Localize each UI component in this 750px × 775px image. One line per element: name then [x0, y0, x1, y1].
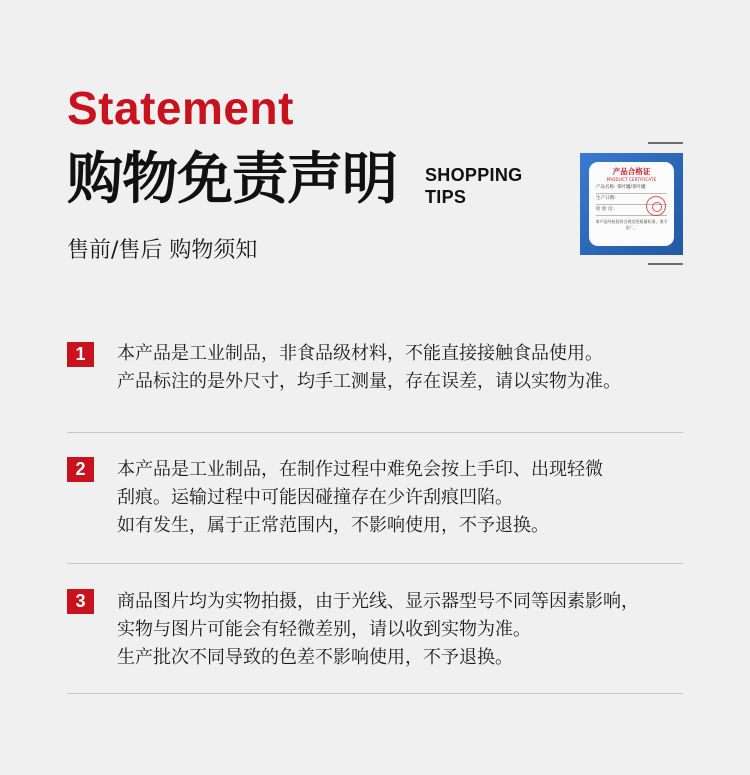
notice-line: 本产品是工业制品，非食品级材料，不能直接接触食品使用。	[117, 343, 603, 364]
item-number-badge: 3	[67, 589, 94, 614]
notice-text	[117, 456, 603, 540]
decorative-line-bottom	[648, 263, 683, 265]
notice-text	[117, 588, 639, 672]
certificate-note: 本产品经检验符合规定的质量标准，准予出厂。	[595, 219, 668, 230]
notice-line: 如有发生，属于正常范围内，不影响使用，不予退换。	[117, 515, 549, 536]
page-subtitle: 售前/售后 购物须知	[67, 238, 258, 263]
tips-line-1: SHOPPING	[425, 165, 523, 185]
notice-line: 刮痕。运输过程中可能因碰撞存在少许刮痕凹陷。	[117, 487, 513, 508]
item-number-badge: 2	[67, 457, 94, 482]
certificate-subtitle: PRODUCT CERTIFICATE	[606, 177, 657, 182]
certificate-product-value: 茶叶罐/茶叶罐	[616, 185, 646, 190]
shopping-tips-label	[425, 164, 522, 208]
notice-line: 生产批次不同导致的色差不影响使用，不予退换。	[117, 647, 513, 668]
divider	[67, 693, 683, 694]
certificate-inspector-label: 检 验 员:	[596, 207, 614, 212]
certificate-product-label: 产品名称:	[596, 185, 616, 190]
certificate-image	[580, 153, 683, 255]
certificate-card	[589, 162, 674, 246]
notice-line: 本产品是工业制品，在制作过程中难免会按上手印、出现轻微	[117, 459, 603, 480]
notice-line: 产品标注的是外尺寸，均手工测量，存在误差，请以实物为准。	[117, 371, 621, 392]
certificate-row-product	[596, 183, 667, 194]
certificate-date-label: 生产日期:	[596, 196, 616, 201]
page-title: 购物免责声明	[67, 147, 397, 212]
decorative-line-top	[648, 142, 683, 144]
certificate-title: 产品合格证	[612, 167, 651, 176]
stamp-seal-icon	[646, 196, 666, 216]
notice-line: 实物与图片可能会有轻微差别，请以收到实物为准。	[117, 619, 531, 640]
item-number-badge: 1	[67, 342, 94, 367]
notice-line: 商品图片均为实物拍摄，由于光线、显示器型号不同等因素影响，	[117, 591, 639, 612]
tips-line-2: TIPS	[425, 187, 467, 207]
divider	[67, 563, 683, 564]
divider	[67, 432, 683, 433]
statement-heading: Statement	[67, 82, 294, 134]
notice-text	[117, 340, 621, 396]
